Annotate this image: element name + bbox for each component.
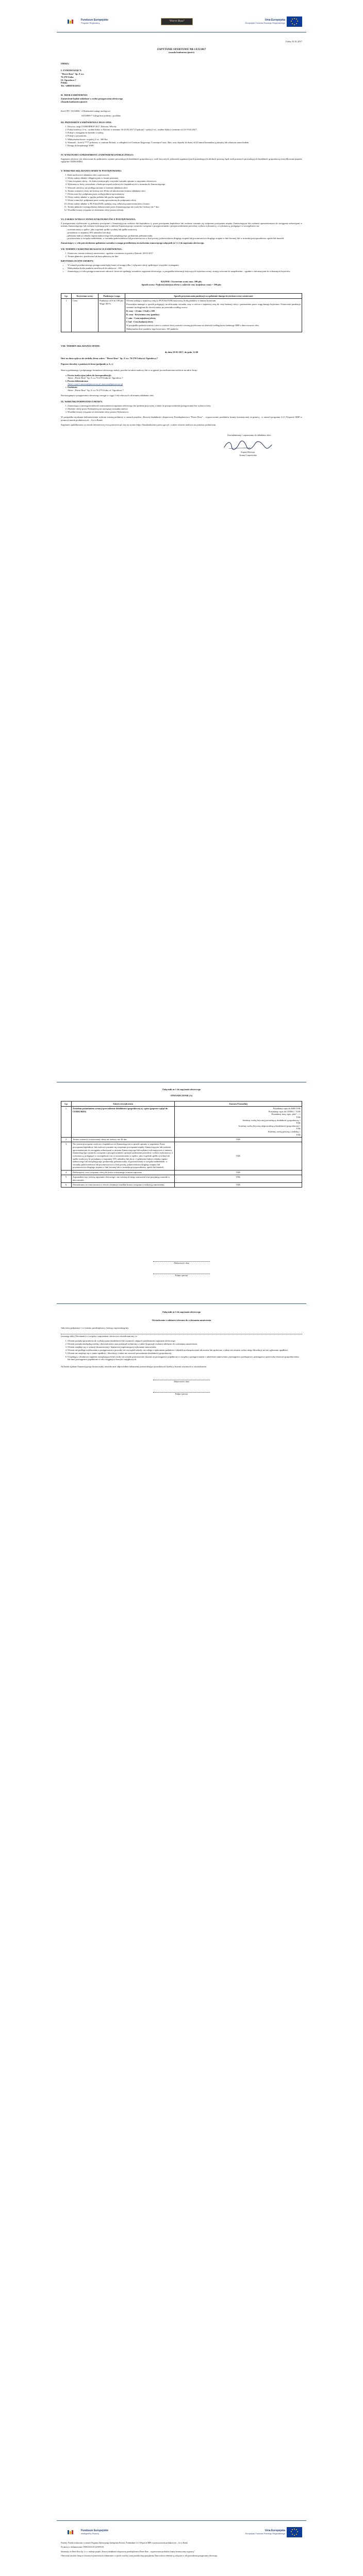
list-item	[68, 380, 302, 385]
list-item: 10. Oferty należy składać w PLN lub EUR z podaną ceną całkowitą zamówienia netto i brutto.	[68, 202, 302, 206]
item-value: Adres: „Pierre Rose" Sp. Z o.o.76-270 Ustka ul. Ogrodowa 7	[68, 377, 123, 380]
fe-subtitle: Program Regionalny	[81, 21, 100, 24]
attachment-one	[61, 1088, 302, 1188]
desc-line: K ceny = (Cmin / Cbof) x 100	[126, 309, 155, 312]
s6-text: Z postępowania wykluczone są podmioty powiązane z Zamawiającym osobowo lub kapitałowo tj. przez powiązania kapitałowe lub osobowe rozumie się wzajemne powiązania między Zamawiającym lub osobami upoważnionymi do zaciągania zobowiązań w imieniu Zamawiającego lub osobami wykonującymi w imieniu Zamawiającego czynności związane z przygotowaniem i przeprowadzeniem procedury wyboru wykonawcy, a wykonawcą, polegające w szczególności na:	[61, 222, 302, 228]
attachment-two	[61, 1311, 302, 1396]
s8-list	[61, 374, 302, 392]
s5-list	[61, 174, 302, 212]
list-item: – uczestniczeniu w spółce, jako wspólnik spółki cywilnej lub spółki osobowej,	[68, 228, 302, 231]
list-item: 2. Oferent posiada niezbędną wiedzę i doświadczenie oraz potencjał techniczny, a także dysponuje osobami zdolnymi do wykonania zamówienia.	[68, 1343, 302, 1346]
list-item: 3. Cena związana ofertą – do końca terminu gdy wszystkie warunki opisane w zapytaniu ofertowym.	[68, 180, 302, 183]
table-row	[61, 298, 302, 332]
section-title: IV. WYKONAWCA PRZEDMIOTU ZAMÓWIENIA PUBLICZNEGO:	[61, 153, 134, 156]
list-item: 11. Termin płatności wynagrodzenia dokonywanie przez Zamawiającego nie może być krótszy niż 7 dni.	[68, 206, 302, 209]
table-header-row	[61, 294, 302, 298]
signature-line[interactable]	[153, 1271, 210, 1274]
table-cell: 4.	[61, 1170, 72, 1175]
list-item: 6. Warunek – hotel 4 **** położony w centrum Bolonii, w odległości od Centrum Targowego 'Cosmoprof' max. 5km. oraz dojazdy do dużej od 20 minut komunikacją miejską lub własnym samochodem	[68, 141, 302, 144]
table-header: Lp.	[61, 1101, 72, 1106]
checkbox-cell[interactable]: TAK	[175, 1182, 302, 1187]
checkbox-cell[interactable]: TAK	[175, 1175, 302, 1182]
fe-subtitle: Inteligentny Rozwój	[81, 2532, 99, 2535]
fe-logo	[61, 2527, 108, 2538]
table-header: Sposób przyznawania punktacji za spełnienie danego kryterium oceny ostatecznie	[125, 294, 302, 298]
fe-flag-icon	[61, 16, 79, 27]
eu-title: Unia Europejska	[265, 2529, 285, 2533]
list-item: 5. Maksymalna kwota: za pokój 2-os.: 300 Eur	[68, 138, 302, 141]
list-item: 2. Oferty należy składać obligatoryjnie w formie pisemnej.	[68, 177, 302, 180]
att2-intro2: (zwanego dalej Oferentem) w związku z zapytaniem ofertowym oświadczam/my, iż:	[61, 1334, 138, 1337]
section-title: VI. ZAKRES WYKLUCZENIA WYKONAWCÓW Z POSTĘPOWANIA:	[61, 217, 136, 221]
att2-closing: Na każde żądanie Zamawiającego dostarczymy niezwłocznie odpowiednie dokumenty potwierdzające prawdziwość każdej z kwestii zawartych w oświadczeniu.	[61, 1365, 207, 1368]
s8-how: Poprzez dowolny z poniższych form (podpunkt a, b, c)	[61, 363, 113, 366]
item-label: Osobiście:	[68, 386, 78, 389]
desc-line: Pozostałym naniagń w sposób polegający na obliczeniu stosunku ceny w ofercie z najniższą ceną do ceny badanej oferty i pomnożeniu przez wagę danego kryterium. Ostatecznie punktacja zostanie zaokrąglona do dwóch miejsc po przecinku według wzoru:	[126, 303, 301, 309]
list-item: 2. Pokój hotelowy 2-os., osobne łóżka, w Bolonii w terminie 16-20.03.2017 (5 pokoje) + pokój 2-os., osobne łóżka w terminie od 16-19.03.2017.	[68, 128, 302, 131]
eu-subtitle: Europejski Fundusz Rozwoju Regionalnego	[245, 21, 285, 24]
thanks: Zawiadamiamy i zapraszamy do składania ofert.	[227, 433, 271, 436]
signature-block	[61, 440, 302, 465]
footer-info: Informacja, że Pierre Rose Sp. z o.o. realizuje projekt „Rozwój działalności eksportowej przedsiębiorstwa Pierre Rose – wypracowanie produktów branży kosmetycznej za granicą".	[61, 2550, 195, 2553]
table-header: Punktacja i waga	[98, 294, 125, 298]
list-item: 2. Złożenie oferty przez Wykonawcę nie nawiązuje stosunku umowy.	[68, 408, 302, 411]
place-date-label: Miejscowość i data	[174, 1262, 189, 1264]
desc-line: Maksymalna ilość punktów tego kryterium: 100 punktów	[126, 327, 178, 330]
item-value: Adres: „Pierre Rose" Sp. Z o.o.76-270 Ustka, ul. Ogrodowa 7	[68, 388, 124, 392]
att2-title: Załącznik nr 2 do zapytania ofertowego	[162, 1311, 201, 1313]
list-item: 12. Wszelkie koszty związane ze złożeniem oferty ponosi oferent.	[68, 209, 302, 212]
eu-flag-icon	[287, 16, 302, 27]
list-item: 8. Oferty należy składać w języku polskim lub języku angielskim.	[68, 196, 302, 199]
table-cell: Oświadczam, że cena zawarta w ofercie obejmuje wszelkie koszty związane z realizacją zamówienia.	[72, 1182, 175, 1187]
fe-title: Fundusze Europejskie	[81, 2529, 109, 2533]
list-item: 3. Oferent znajduje się w sytuacji ekonomicznej i finansowej zapewniającej wykonanie zamówienia.	[68, 1346, 302, 1349]
cpv-line: Kod CPV: 55110000 - 4 Hotelarskie usługi noclegowe	[61, 109, 110, 112]
section-termin-ofert	[61, 345, 302, 397]
att1-table	[61, 1101, 302, 1188]
signer-role: Expert Director	[241, 451, 255, 454]
eu-logo	[245, 2527, 302, 2537]
list-item: 4. Pokoje z prysznicem.	[68, 134, 302, 138]
footer-rule	[57, 2520, 306, 2521]
s1-line: Polska	[61, 81, 68, 84]
list-item	[68, 386, 302, 392]
list-item: – pozostawaniu w związku małżeńskim, w stosunku pokrewieństwa lub powinowactwa w linii prostej, pokrewieństwa drugiego stopnia lub powinowactwa drugiego stopnia w linii bocznej lub w stosunku przysposobienia, opieki lub kurateli.	[68, 237, 302, 240]
item-label: Poczta tradycyjna (adres do korespondencji):	[68, 374, 112, 377]
list-item: • Maksymalna liczba punktów możliwych do zdobycia – 100:	[68, 267, 302, 270]
s2-line: Zamówienie będzie udzielane w trybie postępowania ofertowego	[61, 97, 123, 100]
signer-name: Iwona Czapiewska	[239, 453, 257, 456]
eu-flag-icon	[287, 2527, 302, 2537]
footer-rights: Oferta musi zawierać firmę ze stosownych pomocniczych dokumentów w sposób czytelny i musi posiadać datę sporządzenia. Dane osobowe zbierane są wyłącznie w celu prowadzenia postępowania ofertowego.	[61, 2555, 218, 2557]
company-fill-line[interactable]	[61, 1331, 302, 1334]
table-cell: 2.	[61, 1137, 72, 1142]
desc-line: K cena - Kryterium ceny (punkty)	[126, 313, 160, 316]
table-cell: Zostałem posiadaniem sytuacji prowadzenie działalności gospodarczej tj. wpisu (poprzez wgląd do CEIDG/KRS)	[72, 1106, 175, 1137]
table-cell: Cena	[72, 298, 98, 332]
att1-sign-area	[61, 1257, 302, 1277]
checkbox-cell[interactable]: Posiadamy wpis do KRS TAK Posiadamy wpis do CEIDG □ TAK Posiadamy inny wpis, jaki? ... □ TAK Jesteśmy osobą fizyczną prowadzącą działalność gospodarczą □ TAK Jesteśmy osobą fizyczną nieprowadzącą działalności gospodarczej □ TAK Jesteśmy osobą prawną z siedzibą □ TAK	[175, 1106, 302, 1137]
desc-line: C min - Cena najniższej oferty	[126, 316, 156, 319]
signature	[214, 440, 282, 457]
list-item: 3. Pokoje z dostępem do łazienki z toaletą	[68, 131, 302, 134]
table-cell	[125, 298, 302, 332]
table-header-row	[61, 1101, 302, 1106]
email-link[interactable]: Adres e-mail: zmowa@pierrerose.pl, marcosu@pierrerose.pl	[68, 383, 123, 386]
att2-intro: Jako niżej podpisany/-i w imieniu przedsiębiorcy, którego reprezentuję/my	[61, 1327, 129, 1330]
table-header: Zakres oświadczenia	[72, 1101, 175, 1106]
place-date-line[interactable]	[153, 1259, 210, 1262]
table-row	[61, 1170, 302, 1175]
table-cell: 6.	[61, 1182, 72, 1187]
eu-title: Unia Europejska	[265, 19, 285, 22]
doc-title: ZAPYTANIE OFERTOWE NR 1/EX/2017	[157, 47, 206, 51]
list-item: 3. Wszelkie koszty związane ze złożeniem oferty ponosi Wykonawca.	[68, 411, 302, 414]
cpv-line: 63510000-7 Usługi biur podróży i podobne	[81, 114, 121, 117]
signature-label: Podpis i pieczęć	[175, 1393, 188, 1396]
table-cell: 3.	[61, 1142, 72, 1170]
table-header: Lp.	[61, 294, 72, 298]
att1-sub: OŚWIADCZENIE (A)	[170, 1094, 193, 1097]
signature-label: Podpis i pieczęć	[175, 1274, 188, 1277]
list-item: 1. Dotyczy: targi COSMOPROF 2017, Bolonia, Włochy	[68, 125, 302, 128]
footer-project: Projekty: Projekt realizowany w ramach Programu Operacyjnego Inteligentny Rozwój, Poddziałanie 3.3.3 Wsparcie MŚP w promocji marek produktowych – Go to Brand.	[61, 2542, 188, 2544]
section-wykluczenie	[61, 218, 302, 245]
list-item: – pełnieniu funkcji członka organu nadzorczego lub zarządzającego, prokurenta, pełnomocnika,	[68, 234, 302, 238]
footer-logos	[61, 2524, 302, 2540]
eu-logo	[245, 16, 302, 27]
s1-line: 76-270 Ustka	[61, 76, 74, 79]
table-cell: Deklarujemy czas związania ofertą do końca wskazanego terminu zapytania	[72, 1170, 175, 1175]
s8-intro: Skan wypełnionego i podpisanego formularza ofertowego należy przesłać na adres mailowy lub w oryginale poczta/kurierem/osobiście na adres firmy:	[61, 368, 198, 371]
fe-title: Fundusze Europejskie	[81, 19, 109, 22]
table-row	[61, 1142, 302, 1170]
list-item: • Zamawiający w toku postępowania może odrzucić, które nie spełniają warunków zapytania ofertowego, w przypadku informacji dotyczących kryterium oceny, zostają wezwani do uzupełnienia – zgodnie z informacjami do wskazanych kryteriów.	[68, 270, 302, 273]
table-row	[61, 1137, 302, 1142]
table-cell: Termin ważności wystawionej oferty nie krótszy niż 30 dni.	[72, 1137, 175, 1142]
deadline: do dnia 10-01-2017, do godz. 12.00	[164, 351, 199, 354]
s4-text: Zapytanie ofertowe jest skierowane do podmiotów czynnie prowadzących działalność gospodarczą tj. osób fizycznych, jednostek organizacyjnych posiadających zdolność prawną, bądź osób prawnych prowadzących działalność gospodarczą (weryfikowane poprzez wgląd do CEIDG/KRS).	[61, 157, 302, 163]
firma-label: FIRMA:	[61, 62, 70, 65]
table-cell: 5.	[61, 1175, 72, 1182]
table-row	[61, 1106, 302, 1137]
att1-title: Załącznik nr 1 do zapytania ofertowego	[162, 1088, 201, 1091]
list-item: 2. Termin płatności: przelewem lub karta płatniczą on-line.	[68, 255, 302, 258]
s1-line: "Pierre Rose" Sp. Z o.o.	[61, 73, 85, 76]
header-logos	[61, 13, 302, 30]
s3-list	[61, 125, 302, 147]
section-title: III. PRZEDMIOT ZAMÓWIENIA I JEGO OPIS:	[61, 121, 112, 124]
signature-line[interactable]	[153, 1389, 210, 1393]
s9-text: W przypadku uzyskania dofinansowania wybrani zostaną podmioty w ramach projektu „Rozwój działalności eksportowej Przedsiębiorstwa "Pierre Rose" – wypracowanie produktów branży kosmetycznej za granicą , w ramach programu 3.3.3 Wsparcie MSP w promocji marek produktowych – Go to Brand.	[61, 416, 302, 421]
criteria-title: KRYTERIA OCENY OFERTY:	[61, 260, 94, 263]
table-header: Zaznacz/Uzasadnij	[175, 1101, 302, 1106]
item-label: Poczta elektroniczna:	[68, 380, 89, 383]
table-row	[61, 1182, 302, 1187]
table-header: Kryterium oceny	[72, 294, 98, 298]
s9-list	[61, 404, 302, 414]
list-item: 1. Brak możliwości składania ofert częściowych.	[68, 174, 302, 177]
desc-line: W przypadku podania wartości ofert w walucie obcej wartości zostaną przeliczone na złotówki według kursu średniego NBP z dnia otwarcia ofert.	[126, 324, 259, 327]
list-item: 9. Oferta winna być podpisana przez osobę upoważnioną do podpisania oferty.	[68, 199, 302, 202]
desc-line: C bof - Cena badanej oferty	[126, 320, 154, 323]
s8-note: Rozstrzygnięcie postępowania ofertowego nastąpi w ciągu 3 dni roboczych od terminu składania ofert.	[61, 394, 154, 397]
att2-sub: Oświadczenie o zdolności oferenta do wykonania zamówienia	[152, 1318, 211, 1321]
table-cell: Zapoznałem się z treścią zapytania ofertowego i nie wnoszę do niego zastrzeżeń oraz przyjmuję warunki w nim zawarte.	[72, 1175, 175, 1182]
section-umowa	[61, 400, 302, 427]
checkbox-cell[interactable]: TAK	[175, 1170, 302, 1175]
table-cell: Nie jestem powiązany osobowo i kapitałowo ze Zamawiającym w sposób opisany w zapytaniu. Przez powiązania kapitałowe lub osobowe rozumie się wzajemne powiązania między Zamawiającym lub osobami upoważnionymi do zaciągania zobowiązań w imieniu Zamawiającego lub osobami wykonującymi w imieniu Zamawiającego czynności związane z przygotowaniem i przeprowadzeniem procedury wyboru wykonawcy, a wykonawcą, polegające w szczególności na: a) uczestniczeniu w spółce, jako wspólnik spółki cywilnej lub spółki osobowej, b) posiadaniu co najmniej 10% udziałów lub akcji, c) pełnieniu funkcji członka organu nadzorczego lub zarządzającego, prokurenta, pełnomocnika, d) pozostawaniu w związku małżeńskim, w stosunku pokrewieństwa lub powinowactwa w linii prostej, pokrewieństwa drugiego stopnia lub powinowactwa drugiego stopnia w linii bocznej lub w stosunku przysposobienia, opieki lub kurateli.	[72, 1142, 175, 1170]
fe-flag-icon	[61, 2527, 79, 2538]
list-item: 1. Ostateczny termin realizacji zamówienia : zgodnie z terminem wyjazdu z Bolonii: 20-03-2017	[68, 252, 302, 255]
section-zamawiajacy	[61, 69, 302, 88]
main-document	[61, 40, 302, 465]
place-date-label: Miejscowość i data	[174, 1381, 189, 1383]
table-row	[61, 1175, 302, 1182]
checkbox-cell[interactable]: TAK	[175, 1142, 302, 1170]
s7-list	[61, 252, 302, 258]
page-footer	[61, 2524, 302, 2557]
section-title: IX. WARUNKI PODPISANIA UMOWY:	[61, 400, 103, 403]
att2-list	[61, 1340, 302, 1361]
list-item: 4. Oferent nie podlega wykluczeniu z postępowania z powodu: nie wyrządził szkody, nie zalega z opłacaniem podatków i składek na ubezpieczenie zdrowotne lub społeczne, a także nie otwarto wobec niego likwidacji ani nie ogłoszono upadłości.	[68, 1349, 302, 1352]
place-date-line[interactable]	[153, 1377, 210, 1380]
table-cell: Punktacja od 0 do 100 pkt Waga 100 %	[98, 298, 125, 332]
criteria-list	[61, 264, 302, 273]
s6-list	[61, 228, 302, 240]
attachment-rule	[57, 1303, 306, 1304]
list-item: 1. Oferent posiada uprawnienia do wykonywania działalności lub czynności objętych przedmiotem zapytania ofertowego.	[68, 1340, 302, 1343]
section-title: V. WARUNKI SKŁADANIA OFERT W POSTĘPOWANIU:	[61, 169, 122, 172]
list-item: 4. Wykonawca, który zawiadomi o braku powiązań osobowych i kapitałowych w stosunku do Zamawiającego.	[68, 183, 302, 186]
s1-line: Tel. +48059/8152912	[61, 84, 80, 87]
list-item: 5. Wniosek ofertowy nie podlega zmianie w terminie składania ofert.	[68, 187, 302, 190]
company-logo: "Pierre Rose"	[161, 18, 193, 25]
desc-line: Oferent podający najniższą cenę (w PLN lub EUR) najwyższą liczbę punktów w danym kryterium.	[126, 299, 217, 302]
section-title: II. TRYB ZAMÓWIENIA	[61, 93, 88, 96]
sposob-line: Sposób oceny: Najkorzystniejsza oferta w zakresie ceny (najniższa cena) = 100 pkt.	[141, 283, 222, 286]
list-item: 6. Termin ważności oferty nie krótszy niż 30 dni od zakończenia terminu składania ofert.	[68, 190, 302, 193]
section-termin-realizacji	[61, 248, 302, 273]
section-title: VII. TERMIN I WARUNKI REALIZACJI ZAMÓWIENIA:	[61, 248, 123, 251]
s8-where: Ilość na dnia wpływu do siedziby firmy adres: "Pierre Rose" Sp. Z o.o. 76-270 Ustka ul. Ogrodowa 7	[61, 357, 158, 360]
razem-line: RAZEM: 1 kryterium oceny max. 100 pkt.	[161, 280, 202, 283]
doc-subtitle: (zasada konkurencyjności)	[168, 51, 195, 54]
fe-logo	[61, 16, 108, 27]
section-wykonawca	[61, 154, 302, 163]
signature-scribble-icon	[220, 440, 276, 450]
list-item: • W ramach przedmiotowego postępowania będą brane od uwagę tylko i wyłącznie oferty spełniające wszystkie wymagania:	[68, 264, 302, 267]
section-title: VIII. TERMIN SKŁADANIA OFERT:	[61, 345, 101, 348]
eu-subtitle: Europejski Fundusz Rozwoju Regionalnego	[245, 2532, 285, 2535]
list-item: 6. Urzędujący członkowie organów zarządzających lub osoby nie zostały prawomocnie skazane za przestępstwo popełnione w związku z postępowaniem o udzielenie zamówienia, przestępstwo przekupstwa, przestępstwo przeciwko obrotowi gospodarczemu lub inne przestępstwo popełnione w celu osiągnięcia korzyści majątkowych.	[68, 1355, 302, 1361]
s6-note: Zamawiający w celu potwierdzenia spełnienia warunku wymaga przedłożenia oświadczenia stanowiącego załącznik nr 1 i 2 do zapytania ofertowego.	[61, 241, 205, 244]
s2-line: (Zasada konkurencyjności)	[61, 100, 88, 104]
footer-agreement: Nr umowy o dofinansowanie: POIR.03.03.03-22-0093/16	[61, 2546, 104, 2549]
s9-text2: Zapytanie opublikowano za stroniе internetowej www.pierrerose.pl oraz na stronie https://bazakonkurencyjnosci.gov.pl , a także również mailowo na poniższy podmiotom.	[61, 423, 217, 427]
table-cell: 1.	[61, 1106, 72, 1137]
s1-line: Ul. Ogrodowa 7	[61, 78, 76, 81]
section-przedmiot	[61, 121, 302, 147]
section-title: I. ZAMAWIAJĄCY:	[61, 69, 82, 72]
list-item: 7. Dostęp do bezpłatnego WIFI	[68, 144, 302, 147]
section-tryb	[61, 94, 302, 104]
list-item: 7. Oferta musi być podpisana przez osobę/podmiot upoważniony.	[68, 193, 302, 196]
list-item: – posiadaniu co najmniej 10% udziałów lub akcji,	[68, 231, 302, 234]
section-warunki	[61, 170, 302, 212]
list-item: 1. Zamawiający zastrzega możliwość unieważnienia zapytania ofertowego bez podania przyczyny, a także do przeprowadzenia postępowania bez wyboru oferty.	[68, 404, 302, 408]
page-two	[0, 1298, 363, 2576]
cpv-codes	[61, 110, 302, 117]
table-cell: 1	[61, 298, 72, 332]
place-date: Ustka, 02.01.2017	[285, 40, 302, 43]
checkbox-cell[interactable]: TAK	[175, 1137, 302, 1142]
list-item: 5. Oferent nie znajduje się w stanie upadłości, likwidacji, a także nie zawiesił prowadzenia działalności gospodarczej.	[68, 1352, 302, 1355]
criteria-table	[61, 293, 302, 332]
